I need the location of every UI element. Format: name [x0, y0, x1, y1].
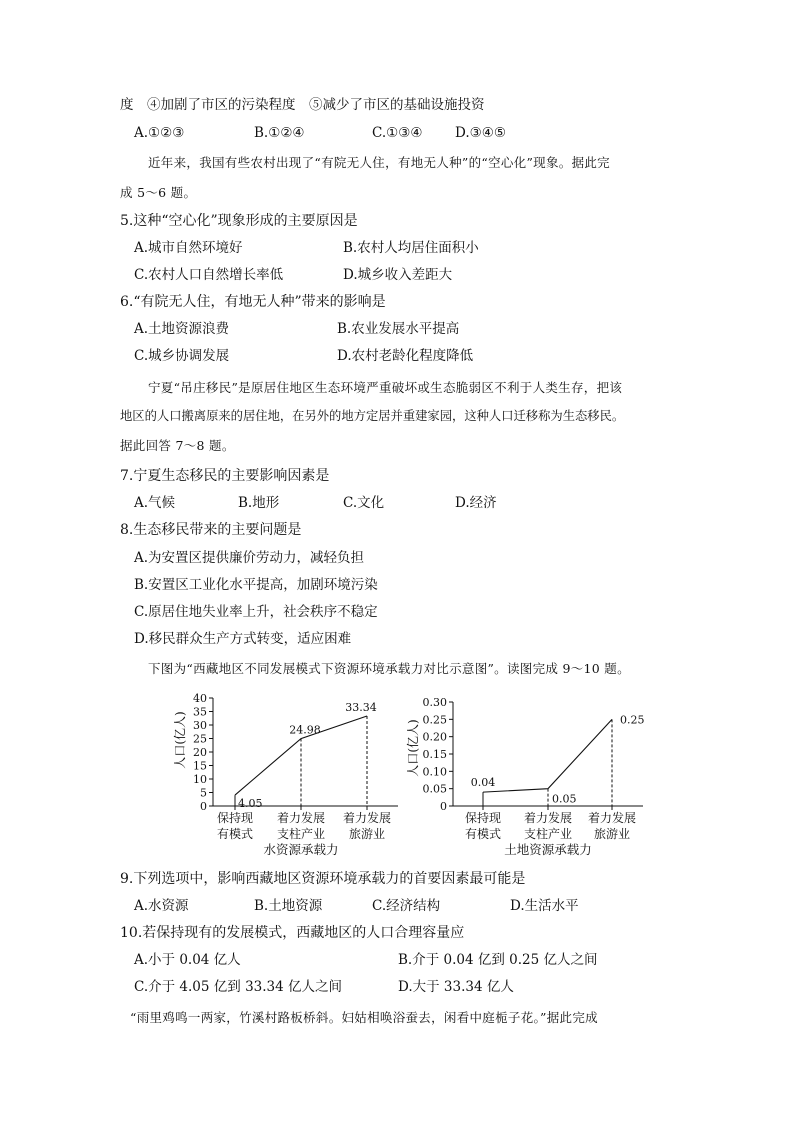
x-category-label: 保持现	[464, 811, 502, 825]
q8-stem: 8.生态移民带来的主要问题是	[120, 522, 302, 538]
series-line	[483, 719, 612, 792]
q4-option-b[interactable]: B.①②④	[254, 125, 305, 141]
data-label: 24.98	[289, 723, 321, 737]
q10-stem: 10.若保持现有的发展模式，西藏地区的人口合理容量应	[120, 925, 465, 941]
water-resource-chart	[170, 688, 410, 860]
data-label: 0.04	[470, 776, 496, 790]
y-tick-label: 0	[200, 800, 207, 813]
data-label: 0.25	[620, 713, 645, 727]
q5-stem: 5.这种“空心化”现象形成的主要原因是	[120, 213, 358, 229]
y-tick-label: 0.15	[422, 748, 447, 761]
intro-9-10: 下图为“西藏地区不同发展模式下资源环境承载力对比示意图”。读图完成 9～10 题。	[148, 661, 630, 676]
intro-7-8-line1: 宁夏“吊庄移民”是原居住地区生态环境严重破坏或生态脆弱区不利于人类生存，把该	[148, 380, 623, 395]
q6-option-c[interactable]: C.城乡协调发展	[134, 348, 230, 364]
y-axis-label: 人口(亿人)	[173, 711, 187, 769]
q8-option-c[interactable]: C.原居住地失业率上升，社会秩序不稳定	[134, 604, 378, 620]
y-tick-label: 10	[193, 773, 207, 786]
q8-option-a[interactable]: A.为安置区提供廉价劳动力，减轻负担	[134, 550, 365, 566]
x-category-label: 支柱产业	[276, 827, 326, 841]
intro-7-8-line2: 地区的人口搬离原来的居住地，在另外的地方定居并重建家园，这种人口迁移称为生态移民。	[120, 409, 625, 423]
y-tick-label: 35	[193, 705, 207, 719]
data-label: 33.34	[345, 700, 377, 714]
q7-option-d[interactable]: D.经济	[455, 495, 497, 511]
q9-stem: 9.下列选项中，影响西藏地区资源环境承载力的首要因素最可能是	[120, 871, 526, 887]
y-tick-label: 0.25	[422, 713, 447, 727]
x-category-label: 支柱产业	[523, 827, 573, 841]
x-category-label: 着力发展	[276, 811, 326, 825]
chart-title: 水资源承载力	[263, 842, 339, 857]
q4-option-c[interactable]: C.①③④	[372, 125, 423, 141]
q10-option-d[interactable]: D.大于 33.34 亿人	[398, 979, 514, 995]
x-category-label: 着力发展	[587, 811, 637, 825]
x-category-label: 旅游业	[348, 827, 386, 841]
q5-option-b[interactable]: B.农村人均居住面积小	[343, 240, 479, 256]
x-category-label: 有模式	[216, 827, 254, 841]
x-category-label: 着力发展	[342, 811, 392, 825]
q9-option-d[interactable]: D.生活水平	[510, 898, 579, 914]
q4-option-line: 度 ④加剧了市区的污染程度 ⑤减少了市区的基础设施投资	[120, 97, 485, 113]
y-tick-label: 30	[193, 719, 207, 732]
q7-option-b[interactable]: B.地形	[238, 495, 280, 511]
y-tick-label: 40	[193, 692, 207, 705]
y-axis-label: 人口(亿人)	[406, 719, 420, 777]
data-label: 4.05	[238, 797, 263, 811]
q5-option-a[interactable]: A.城市自然环境好	[134, 240, 243, 256]
q10-option-b[interactable]: B.介于 0.04 亿到 0.25 亿人之间	[398, 952, 598, 968]
intro-poem: “雨里鸡鸣一两家，竹溪村路板桥斜。妇姑相唤浴蚕去，闲看中庭栀子花。”据此完成	[130, 1010, 598, 1025]
intro-5-6-line1: 近年来，我国有些农村出现了“有院无人住，有地无人种”的“空心化”现象。据此完	[148, 155, 610, 170]
x-category-label: 保持现	[216, 811, 254, 825]
intro-5-6-line2: 成 5～6 题。	[120, 185, 197, 200]
y-tick-label: 0.20	[422, 730, 447, 744]
q5-option-d[interactable]: D.城乡收入差距大	[343, 267, 453, 283]
q8-option-d[interactable]: D.移民群众生产方式转变，适应困难	[134, 631, 352, 647]
y-tick-label: 0.05	[422, 782, 447, 796]
x-category-label: 着力发展	[523, 811, 573, 825]
y-tick-label: 5	[200, 786, 207, 800]
q6-option-a[interactable]: A.土地资源浪费	[134, 321, 230, 337]
q9-option-c[interactable]: C.经济结构	[372, 898, 441, 914]
q10-option-a[interactable]: A.小于 0.04 亿人	[134, 952, 241, 968]
q5-option-c[interactable]: C.农村人口自然增长率低	[134, 267, 284, 283]
q6-option-b[interactable]: B.农业发展水平提高	[337, 321, 460, 337]
q6-option-d[interactable]: D.农村老龄化程度降低	[337, 348, 474, 364]
y-tick-label: 0.10	[422, 765, 447, 779]
q6-stem: 6.“有院无人住，有地无人种”带来的影响是	[120, 294, 386, 310]
y-tick-label: 0	[440, 800, 447, 813]
q9-option-b[interactable]: B.土地资源	[254, 898, 323, 914]
y-tick-label: 15	[193, 759, 207, 773]
q7-option-c[interactable]: C.文化	[343, 495, 385, 511]
y-tick-label: 25	[193, 732, 207, 746]
x-category-label: 旅游业	[593, 827, 631, 841]
q7-stem: 7.宁夏生态移民的主要影响因素是	[120, 468, 330, 484]
q9-option-a[interactable]: A.水资源	[134, 898, 189, 914]
land-resource-chart	[405, 688, 655, 860]
q10-option-c[interactable]: C.介于 4.05 亿到 33.34 亿人之间	[134, 979, 343, 995]
x-category-label: 有模式	[464, 827, 502, 841]
data-label: 0.05	[552, 792, 577, 806]
q7-option-a[interactable]: A.气候	[134, 495, 176, 511]
q4-option-a[interactable]: A.①②③	[134, 125, 185, 141]
q8-option-b[interactable]: B.安置区工业化水平提高，加剧环境污染	[134, 577, 378, 593]
y-tick-label: 20	[193, 746, 207, 759]
intro-7-8-line3: 据此回答 7～8 题。	[120, 438, 235, 453]
q4-option-d[interactable]: D.③④⑤	[455, 125, 506, 141]
chart-title: 土地资源承载力	[504, 842, 592, 857]
y-tick-label: 0.30	[422, 696, 447, 709]
